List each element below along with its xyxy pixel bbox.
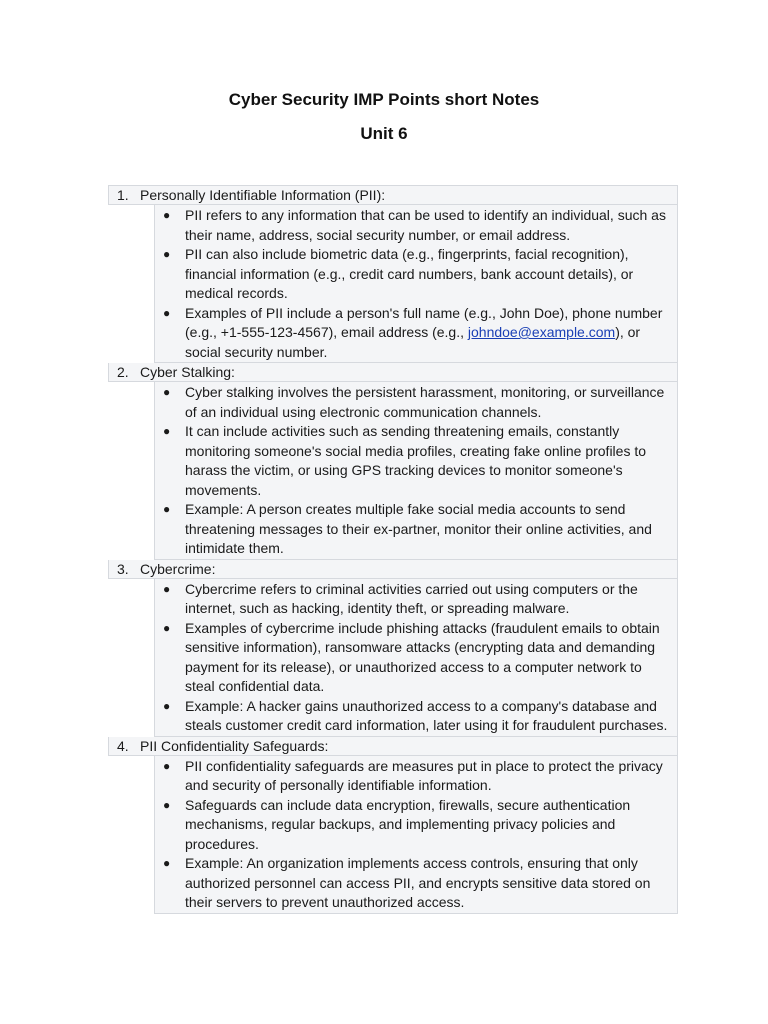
section-title: PII Confidentiality Safeguards: xyxy=(140,737,329,754)
section-title: Cyber Stalking: xyxy=(140,364,235,380)
section-heading-cyber-stalking xyxy=(108,363,678,382)
list-item-text: Cybercrime refers to criminal activities carried out using computers or the internet, such as hacking, identity theft, or spreading malware. xyxy=(185,580,638,616)
section-number: 3. xyxy=(117,560,129,577)
section-body-pii-safeguards xyxy=(154,756,678,914)
list-item-text: Example: A person creates multiple fake social media accounts to send threatening messages to their ex-partner, monitor their online activities, and intimidate them. xyxy=(185,501,652,556)
bullet-icon: ● xyxy=(163,856,171,870)
list-item-text: It can include activities such as sending threatening emails, constantly monitoring someone's social media profiles, creating fake online profiles to harass the victim, or using GPS tracking devices to monitor someone's movements. xyxy=(185,423,647,498)
bullet-icon: ● xyxy=(163,424,171,438)
bullet-icon: ● xyxy=(163,698,171,713)
bullet-icon: ● xyxy=(163,385,171,399)
list-item xyxy=(155,796,677,855)
bullet-icon: ● xyxy=(163,502,171,516)
section-title: Cybercrime: xyxy=(140,560,216,577)
list-item xyxy=(155,854,677,913)
list-item-text: Examples of cybercrime include phishing attacks (fraudulent emails to obtain sensitive information), ransomware attacks (encrypting data and demanding payment for its release), or unauthorized access to a computer network to steal confidential data. xyxy=(185,619,660,694)
list-item xyxy=(155,206,677,245)
section-body-cyber-stalking xyxy=(154,382,678,560)
list-item-text: Cyber stalking involves the persistent harassment, monitoring, or surveillance of an individual using electronic communication channels. xyxy=(185,384,665,420)
list-item xyxy=(155,580,677,619)
email-link[interactable]: johndoe@example.com xyxy=(467,324,616,340)
section-heading-pii xyxy=(108,186,678,205)
section-number: 2. xyxy=(117,364,129,380)
list-item-text: PII can also include biometric data (e.g., fingerprints, facial recognition), financial information (e.g., credit card numbers, bank account details), or medical records. xyxy=(185,246,634,301)
list-item xyxy=(155,245,677,304)
list-item xyxy=(155,383,677,422)
list-item xyxy=(155,619,677,697)
bullet-icon: ● xyxy=(163,620,171,635)
section-number: 4. xyxy=(117,737,129,754)
list-item-text: Example: A hacker gains unauthorized access to a company's database and steals customer credit card information, later using it for fraudulent purchases. xyxy=(185,697,668,733)
list-item-text: Examples of PII include a person's full name (e.g., John Doe), phone number (e.g., +1-555-123-4567), email address (e.g., xyxy=(185,304,663,340)
list-item xyxy=(155,500,677,559)
list-item xyxy=(155,304,677,363)
list-item xyxy=(155,697,677,736)
section-number: 1. xyxy=(117,187,129,203)
list-item xyxy=(155,757,677,796)
bullet-icon: ● xyxy=(163,208,171,222)
bullet-icon: ● xyxy=(163,305,171,320)
notes-table xyxy=(108,185,678,914)
bullet-icon: ● xyxy=(163,758,171,773)
section-body-cybercrime xyxy=(154,579,678,737)
section-heading-cybercrime xyxy=(108,560,678,579)
bullet-icon: ● xyxy=(163,581,171,596)
document-title: Cyber Security IMP Points short Notes xyxy=(228,90,540,109)
section-title: Personally Identifiable Information (PII): xyxy=(140,187,386,203)
list-item-text: Safeguards can include data encryption, firewalls, secure authentication mechanisms, regular backups, and implementing privacy policies and procedures. xyxy=(185,796,631,852)
unit-heading: Unit 6 xyxy=(360,124,408,143)
section-heading-pii-safeguards xyxy=(108,737,678,756)
list-item-text: PII refers to any information that can be used to identify an individual, such as their name, address, social security number, or email address. xyxy=(185,207,666,243)
bullet-icon: ● xyxy=(163,247,171,261)
section-body-pii xyxy=(154,205,678,363)
list-item-text: Example: An organization implements access controls, ensuring that only authorized personnel can access PII, and encrypts sensitive data stored on their servers to prevent unauthorized access. xyxy=(185,855,651,910)
list-item-text: PII confidentiality safeguards are measures put in place to protect the privacy and security of personally identifiable information. xyxy=(185,757,663,793)
list-item-text: ), or social security number. xyxy=(185,324,641,360)
list-item xyxy=(155,422,677,500)
bullet-icon: ● xyxy=(163,797,171,812)
